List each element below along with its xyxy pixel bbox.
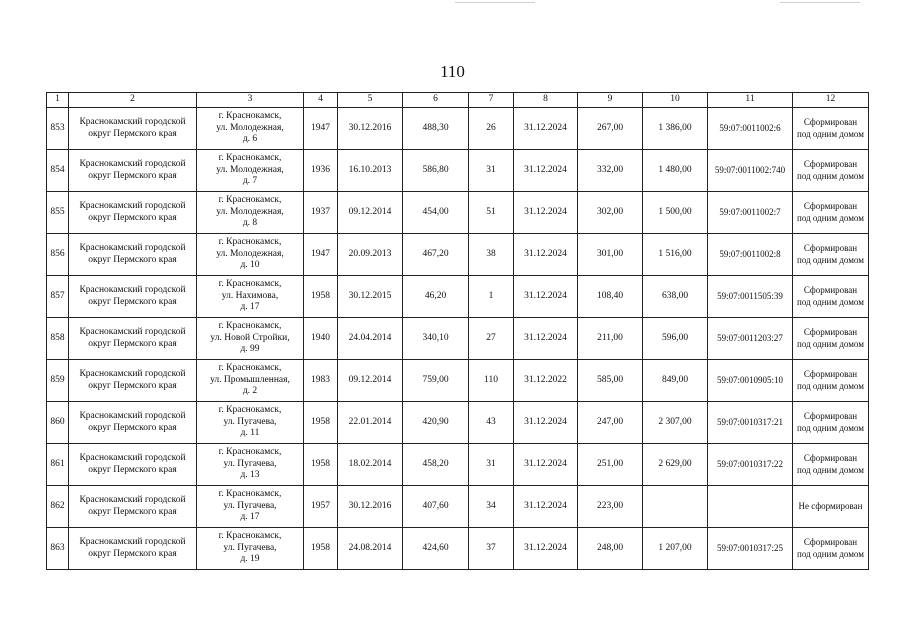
table-row [47, 234, 869, 276]
address-cell-line: г. Краснокамск, [218, 278, 282, 289]
year-cell: 1957 [304, 486, 338, 528]
address-cell-line: г. Краснокамск, [218, 362, 282, 373]
address-cell-line: ул. Нахимова, [221, 290, 279, 301]
year-cell: 1983 [304, 360, 338, 402]
status-cell-line: Сформирован [803, 537, 858, 548]
status-cell-line: Сформирован [803, 159, 858, 170]
address-cell-line: д. 99 [240, 344, 260, 355]
municipality-cell-line: округ Пермского края [88, 212, 177, 223]
area3-cell: 2 629,00 [643, 444, 708, 486]
status-cell-line: Сформирован [803, 285, 858, 296]
municipality-cell-line: округ Пермского края [88, 380, 177, 391]
municipality-cell [69, 150, 197, 192]
count-cell: 31 [469, 444, 514, 486]
area2-cell: 585,00 [578, 360, 643, 402]
municipality-cell-line: округ Пермского края [88, 464, 177, 475]
municipality-cell [69, 402, 197, 444]
date1-cell: 20.09.2013 [338, 234, 403, 276]
column-header: 6 [403, 93, 469, 108]
row-number: 859 [47, 360, 69, 402]
municipality-cell [69, 108, 197, 150]
address-cell [197, 318, 304, 360]
cadastral-cell [708, 486, 793, 528]
date1-cell: 18.02.2014 [338, 444, 403, 486]
address-cell-line: д. 17 [240, 302, 260, 313]
municipality-cell [69, 528, 197, 570]
status-cell-line: Сформирован [803, 453, 858, 464]
status-cell-line: под одним домом [797, 548, 864, 559]
address-cell-line: г. Краснокамск, [218, 404, 282, 415]
municipality-cell-line: Краснокамский городской [79, 410, 186, 421]
column-header: 12 [793, 93, 869, 108]
table-row [47, 528, 869, 570]
municipality-cell-line: Краснокамский городской [79, 116, 186, 127]
municipality-cell-line: Краснокамский городской [79, 494, 186, 505]
status-cell [793, 402, 869, 444]
area3-cell: 1 207,00 [643, 528, 708, 570]
status-cell [793, 486, 869, 528]
address-cell [197, 150, 304, 192]
address-cell-line: ул. Молодежная, [216, 206, 284, 217]
scan-artifact-line [455, 2, 535, 3]
municipality-cell-line: Краснокамский городской [79, 284, 186, 295]
date2-cell: 31.12.2024 [514, 318, 578, 360]
year-cell: 1958 [304, 528, 338, 570]
count-cell: 110 [469, 360, 514, 402]
date2-cell: 31.12.2024 [514, 192, 578, 234]
column-header: 7 [469, 93, 514, 108]
table-row [47, 402, 869, 444]
municipality-cell-line: округ Пермского края [88, 338, 177, 349]
area2-cell: 302,00 [578, 192, 643, 234]
row-number: 857 [47, 276, 69, 318]
area-cell: 454,00 [403, 192, 469, 234]
area-cell: 46,20 [403, 276, 469, 318]
area3-cell: 1 500,00 [643, 192, 708, 234]
year-cell: 1937 [304, 192, 338, 234]
address-cell-line: д. 11 [240, 428, 260, 439]
year-cell: 1947 [304, 108, 338, 150]
status-cell-line: под одним домом [797, 296, 864, 307]
address-cell [197, 234, 304, 276]
status-cell-line: под одним домом [797, 254, 864, 265]
status-cell [793, 360, 869, 402]
address-cell-line: г. Краснокамск, [218, 110, 282, 121]
address-cell-line: д. 2 [242, 386, 258, 397]
municipality-cell-line: округ Пермского края [88, 170, 177, 181]
status-cell-line: под одним домом [797, 338, 864, 349]
address-cell-line: г. Краснокамск, [218, 530, 282, 541]
table-row [47, 150, 869, 192]
column-header: 4 [304, 93, 338, 108]
area2-cell: 211,00 [578, 318, 643, 360]
municipality-cell [69, 276, 197, 318]
address-cell-line: г. Краснокамск, [218, 152, 282, 163]
date1-cell: 30.12.2016 [338, 486, 403, 528]
municipality-cell-line: Краснокамский городской [79, 536, 186, 547]
table-body [47, 108, 869, 570]
municipality-cell-line: округ Пермского края [88, 254, 177, 265]
area2-cell: 108,40 [578, 276, 643, 318]
area2-cell: 248,00 [578, 528, 643, 570]
area2-cell: 247,00 [578, 402, 643, 444]
address-cell-line: ул. Пугачева, [223, 542, 277, 553]
year-cell: 1936 [304, 150, 338, 192]
cadastral-cell: 59:07:0011002:740 [708, 150, 793, 192]
date1-cell: 24.08.2014 [338, 528, 403, 570]
cadastral-cell: 59:07:0011002:8 [708, 234, 793, 276]
date1-cell: 09.12.2014 [338, 192, 403, 234]
row-number: 853 [47, 108, 69, 150]
address-cell-line: ул. Пугачева, [223, 416, 277, 427]
address-cell-line: д. 7 [242, 176, 258, 187]
address-cell-line: ул. Пугачева, [223, 500, 277, 511]
address-cell-line: г. Краснокамск, [218, 194, 282, 205]
area3-cell: 1 516,00 [643, 234, 708, 276]
date1-cell: 22.01.2014 [338, 402, 403, 444]
status-cell-line: под одним домом [797, 170, 864, 181]
table-row [47, 276, 869, 318]
address-cell-line: г. Краснокамск, [218, 320, 282, 331]
year-cell: 1958 [304, 276, 338, 318]
count-cell: 51 [469, 192, 514, 234]
count-cell: 1 [469, 276, 514, 318]
address-cell [197, 486, 304, 528]
count-cell: 31 [469, 150, 514, 192]
count-cell: 27 [469, 318, 514, 360]
address-cell-line: д. 13 [240, 470, 260, 481]
address-cell-line: ул. Новой Стройки, [210, 332, 290, 343]
row-number: 863 [47, 528, 69, 570]
area2-cell: 301,00 [578, 234, 643, 276]
address-cell [197, 192, 304, 234]
status-cell-line: Сформирован [803, 327, 858, 338]
cadastral-cell: 59:07:0010317:22 [708, 444, 793, 486]
area2-cell: 332,00 [578, 150, 643, 192]
cadastral-cell: 59:07:0010905:10 [708, 360, 793, 402]
date1-cell: 30.12.2016 [338, 108, 403, 150]
table-row [47, 486, 869, 528]
date2-cell: 31.12.2022 [514, 360, 578, 402]
area3-cell: 2 307,00 [643, 402, 708, 444]
count-cell: 37 [469, 528, 514, 570]
municipality-cell-line: округ Пермского края [88, 296, 177, 307]
date1-cell: 16.10.2013 [338, 150, 403, 192]
address-cell-line: ул. Молодежная, [216, 122, 284, 133]
area3-cell: 596,00 [643, 318, 708, 360]
area3-cell: 1 386,00 [643, 108, 708, 150]
cadastral-cell: 59:07:0011002:7 [708, 192, 793, 234]
table-row [47, 108, 869, 150]
municipality-cell-line: округ Пермского края [88, 548, 177, 559]
table-row [47, 192, 869, 234]
status-cell-line: Не сформирован [798, 500, 863, 511]
date2-cell: 31.12.2024 [514, 276, 578, 318]
status-cell [793, 528, 869, 570]
status-cell-line: под одним домом [797, 212, 864, 223]
column-header: 9 [578, 93, 643, 108]
scan-artifact-line [780, 2, 860, 3]
municipality-cell-line: округ Пермского края [88, 422, 177, 433]
count-cell: 26 [469, 108, 514, 150]
cadastral-cell: 59:07:0011505:39 [708, 276, 793, 318]
status-cell-line: под одним домом [797, 380, 864, 391]
municipality-cell-line: Краснокамский городской [79, 452, 186, 463]
municipality-cell-line: Краснокамский городской [79, 368, 186, 379]
address-cell-line: д. 19 [240, 554, 260, 565]
column-header: 10 [643, 93, 708, 108]
area-cell: 759,00 [403, 360, 469, 402]
status-cell-line: Сформирован [803, 117, 858, 128]
address-cell [197, 444, 304, 486]
row-number: 855 [47, 192, 69, 234]
address-cell-line: г. Краснокамск, [218, 446, 282, 457]
date1-cell: 09.12.2014 [338, 360, 403, 402]
area-cell: 586,80 [403, 150, 469, 192]
date2-cell: 31.12.2024 [514, 444, 578, 486]
date2-cell: 31.12.2024 [514, 486, 578, 528]
row-number: 856 [47, 234, 69, 276]
area3-cell [643, 486, 708, 528]
address-cell-line: ул. Промышленная, [210, 374, 290, 385]
status-cell-line: Сформирован [803, 411, 858, 422]
area-cell: 424,60 [403, 528, 469, 570]
year-cell: 1947 [304, 234, 338, 276]
status-cell-line: под одним домом [797, 128, 864, 139]
date2-cell: 31.12.2024 [514, 234, 578, 276]
cadastral-cell: 59:07:0010317:25 [708, 528, 793, 570]
page-number: 110 [440, 62, 465, 81]
municipality-cell [69, 234, 197, 276]
cadastral-cell: 59:07:0010317:21 [708, 402, 793, 444]
municipality-cell [69, 444, 197, 486]
municipality-cell-line: округ Пермского края [88, 506, 177, 517]
address-cell [197, 360, 304, 402]
area-cell: 458,20 [403, 444, 469, 486]
address-cell-line: ул. Пугачева, [223, 458, 277, 469]
area3-cell: 638,00 [643, 276, 708, 318]
status-cell-line: под одним домом [797, 422, 864, 433]
address-cell-line: ул. Молодежная, [216, 248, 284, 259]
row-number: 860 [47, 402, 69, 444]
year-cell: 1958 [304, 444, 338, 486]
count-cell: 43 [469, 402, 514, 444]
address-cell-line: д. 17 [240, 512, 260, 523]
column-header: 5 [338, 93, 403, 108]
status-cell [793, 234, 869, 276]
area3-cell: 1 480,00 [643, 150, 708, 192]
status-cell [793, 318, 869, 360]
status-cell [793, 108, 869, 150]
date2-cell: 31.12.2024 [514, 108, 578, 150]
registry-table [46, 92, 869, 570]
date2-cell: 31.12.2024 [514, 150, 578, 192]
year-cell: 1940 [304, 318, 338, 360]
municipality-cell [69, 360, 197, 402]
address-cell [197, 528, 304, 570]
table-row [47, 444, 869, 486]
status-cell [793, 192, 869, 234]
column-header: 11 [708, 93, 793, 108]
cadastral-cell: 59:07:0011002:6 [708, 108, 793, 150]
row-number: 861 [47, 444, 69, 486]
table-header-row [47, 93, 869, 108]
municipality-cell-line: округ Пермского края [88, 128, 177, 139]
address-cell [197, 276, 304, 318]
area-cell: 340,10 [403, 318, 469, 360]
status-cell [793, 276, 869, 318]
address-cell-line: г. Краснокамск, [218, 488, 282, 499]
column-header: 2 [69, 93, 197, 108]
municipality-cell-line: Краснокамский городской [79, 200, 186, 211]
date2-cell: 31.12.2024 [514, 402, 578, 444]
column-header: 1 [47, 93, 69, 108]
address-cell-line: д. 6 [242, 134, 258, 145]
municipality-cell [69, 318, 197, 360]
table-row [47, 360, 869, 402]
area-cell: 407,60 [403, 486, 469, 528]
year-cell: 1958 [304, 402, 338, 444]
address-cell-line: д. 10 [240, 260, 260, 271]
date1-cell: 24.04.2014 [338, 318, 403, 360]
address-cell [197, 402, 304, 444]
status-cell-line: Сформирован [803, 201, 858, 212]
row-number: 854 [47, 150, 69, 192]
address-cell-line: д. 8 [242, 218, 258, 229]
address-cell-line: г. Краснокамск, [218, 236, 282, 247]
count-cell: 34 [469, 486, 514, 528]
status-cell-line: под одним домом [797, 464, 864, 475]
area2-cell: 251,00 [578, 444, 643, 486]
status-cell [793, 150, 869, 192]
area2-cell: 223,00 [578, 486, 643, 528]
status-cell-line: Сформирован [803, 243, 858, 254]
area3-cell: 849,00 [643, 360, 708, 402]
column-header: 3 [197, 93, 304, 108]
status-cell [793, 444, 869, 486]
cadastral-cell: 59:07:0011203:27 [708, 318, 793, 360]
area2-cell: 267,00 [578, 108, 643, 150]
column-header: 8 [514, 93, 578, 108]
municipality-cell [69, 192, 197, 234]
area-cell: 488,30 [403, 108, 469, 150]
municipality-cell [69, 486, 197, 528]
row-number: 862 [47, 486, 69, 528]
municipality-cell-line: Краснокамский городской [79, 242, 186, 253]
area-cell: 467,20 [403, 234, 469, 276]
date1-cell: 30.12.2015 [338, 276, 403, 318]
count-cell: 38 [469, 234, 514, 276]
area-cell: 420,90 [403, 402, 469, 444]
address-cell-line: ул. Молодежная, [216, 164, 284, 175]
table-row [47, 318, 869, 360]
address-cell [197, 108, 304, 150]
row-number: 858 [47, 318, 69, 360]
municipality-cell-line: Краснокамский городской [79, 326, 186, 337]
status-cell-line: Сформирован [803, 369, 858, 380]
date2-cell: 31.12.2024 [514, 528, 578, 570]
municipality-cell-line: Краснокамский городской [79, 158, 186, 169]
